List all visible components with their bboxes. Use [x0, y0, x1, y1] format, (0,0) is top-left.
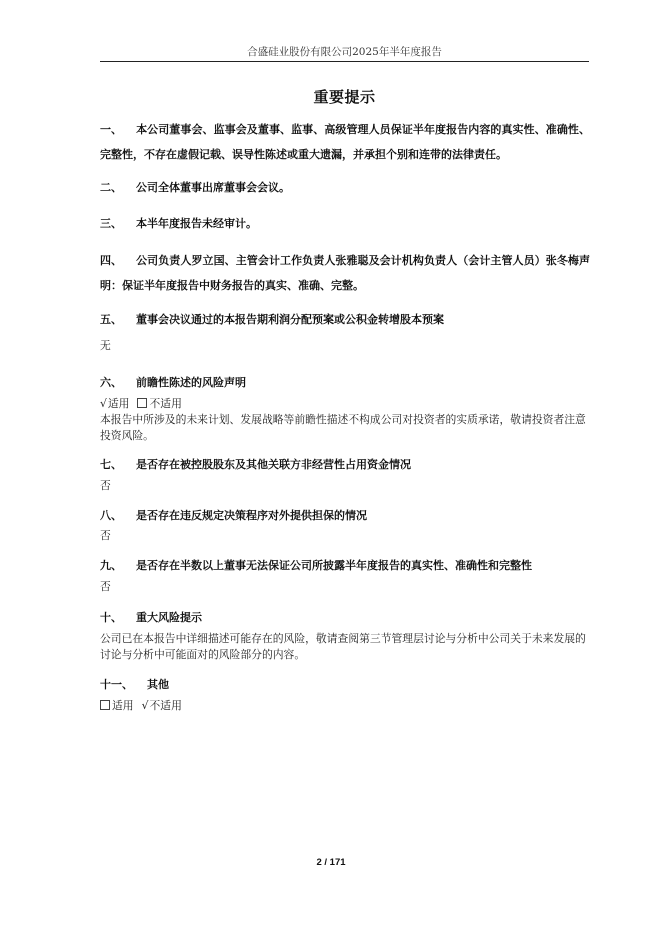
section-number: 十、 [100, 611, 122, 624]
section-text: 本半年度报告未经审计。 [136, 217, 257, 230]
section-number: 六、 [100, 376, 122, 389]
option-not-applicable-label: 不适用 [149, 699, 182, 712]
section-text: 是否存在半数以上董事无法保证公司所披露半年度报告的真实性、准确性和完整性 [136, 559, 532, 572]
option-not-applicable-label: 不适用 [149, 397, 182, 410]
section-8-body: 否 [100, 529, 111, 542]
section-number: 一、 [100, 123, 122, 136]
page-title: 重要提示 [313, 88, 376, 106]
section-text: 董事会决议通过的本报告期利润分配预案或公积金转增股本预案 [136, 313, 444, 326]
section-number: 三、 [100, 217, 122, 230]
section-10-body: 公司已在本报告中详细描述可能存在的风险，敬请查阅第三节管理层讨论与分析中公司关于未来发展的讨论与分析中可能面对的风险部分的内容。 [100, 632, 586, 661]
section-text: 是否存在违反规定决策程序对外提供担保的情况 [136, 509, 367, 522]
section-number: 二、 [100, 181, 122, 194]
section-number: 四、 [100, 254, 122, 267]
section-7 [100, 452, 590, 477]
section-2 [100, 175, 590, 200]
section-9-body: 否 [100, 580, 111, 593]
section-5-body: 无 [100, 339, 111, 352]
section-text: 前瞻性陈述的风险声明 [136, 376, 246, 389]
section-text: 重大风险提示 [136, 611, 202, 624]
option-applicable-label: 适用 [112, 699, 134, 712]
section-11-options [100, 698, 590, 714]
section-1 [100, 117, 590, 167]
checkmark-icon: √ [100, 397, 107, 410]
section-number: 八、 [100, 509, 122, 522]
checkbox-icon [137, 398, 147, 408]
section-3 [100, 211, 590, 236]
section-number: 七、 [100, 458, 122, 471]
running-header: 合盛硅业股份有限公司2025年半年度报告 [247, 46, 442, 58]
section-text: 其他 [147, 678, 169, 691]
header-rule [100, 61, 589, 62]
section-9 [100, 553, 590, 578]
section-6-body: 本报告中所涉及的未来计划、发展战略等前瞻性描述不构成公司对投资者的实质承诺，敬请投资者注意投资风险。 [100, 413, 586, 442]
checkmark-icon: √ [141, 699, 149, 712]
section-number: 五、 [100, 313, 122, 326]
section-6 [100, 370, 590, 395]
section-text: 是否存在被控股股东及其他关联方非经营性占用资金情况 [136, 458, 411, 471]
section-6-options [100, 396, 590, 412]
option-applicable-label: 适用 [107, 397, 130, 410]
section-8 [100, 503, 590, 528]
section-10 [100, 605, 590, 630]
section-11 [100, 672, 590, 697]
section-5 [100, 307, 590, 332]
section-number: 九、 [100, 559, 122, 572]
page-number: 2 / 171 [316, 857, 346, 868]
section-text: 本公司董事会、监事会及董事、监事、高级管理人员保证半年度报告内容的真实性、准确性、完整性，不存在虚假记载、误导性陈述或重大遗漏，并承担个别和连带的法律责任。 [100, 123, 590, 161]
section-text: 公司负责人罗立国、主管会计工作负责人张雅聪及会计机构负责人（会计主管人员）张冬梅声明：保证半年度报告中财务报告的真实、准确、完整。 [100, 254, 590, 292]
section-4 [100, 248, 590, 298]
section-text: 公司全体董事出席董事会会议。 [136, 181, 290, 194]
section-number: 十一、 [100, 678, 133, 691]
section-7-body: 否 [100, 479, 111, 492]
checkbox-icon [100, 700, 110, 710]
